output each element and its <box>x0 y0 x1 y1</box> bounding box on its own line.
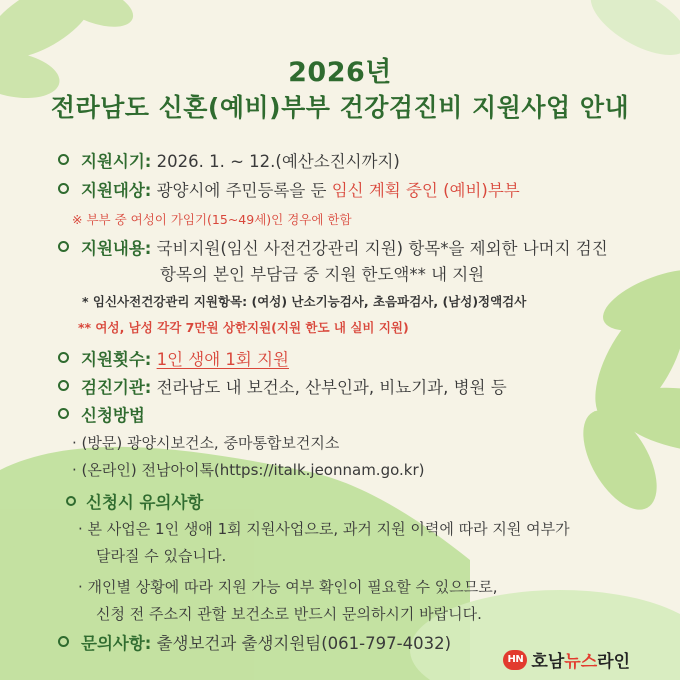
caution-item-2-line-2: 신청 전 주소지 관할 보건소로 반드시 문의하시기 바랍니다. <box>96 605 482 623</box>
caution-label: 신청시 유의사항 <box>86 493 204 512</box>
caution-row <box>66 489 203 513</box>
circle-bullet-icon <box>66 496 76 506</box>
target-value: 광양시에 주민등록을 둔 <box>156 181 332 200</box>
period-value: 2026. 1. ~ 12.(예산소진시까지) <box>156 152 400 171</box>
circle-bullet-icon <box>58 241 69 252</box>
content-row <box>58 235 608 259</box>
apply-item-visit: · (방문) 광양시보건소, 중마통합보건지소 <box>72 434 340 452</box>
apply-label: 신청방법 <box>81 406 145 425</box>
content-note-2: ** 여성, 남성 각각 7만원 상한지원(지원 한도 내 실비 지원) <box>78 320 409 335</box>
content-label: 지원내용: <box>81 239 152 258</box>
news-logo <box>503 647 630 672</box>
year-heading: 2026년 <box>288 57 392 88</box>
content-note-1-label: * 임신사전건강관리 지원항목: <box>82 294 248 309</box>
logo-text-1: 호남 <box>531 652 565 672</box>
content-note-1 <box>82 292 526 310</box>
contact-label: 문의사항: <box>81 634 152 653</box>
institution-row <box>58 374 507 398</box>
target-value-highlight: 임신 계획 중인 (예비)부부 <box>331 181 520 200</box>
period-label: 지원시기: <box>81 152 152 171</box>
circle-bullet-icon <box>58 380 69 391</box>
apply-item-online: · (온라인) 전남아이톡(https://italk.jeonnam.go.kr) <box>72 461 425 479</box>
caution-item-2-line-1: · 개인별 상황에 따라 지원 가능 여부 확인이 필요할 수 있으므로, <box>78 578 498 596</box>
target-note: ※ 부부 중 여성이 가임기(15~49세)인 경우에 한함 <box>72 212 352 227</box>
target-row <box>58 177 520 201</box>
caution-item-1-line-2: 달라질 수 있습니다. <box>96 547 227 565</box>
logo-text-3: 라인 <box>597 652 630 672</box>
contact-row <box>58 630 451 654</box>
apply-row <box>58 402 145 426</box>
circle-bullet-icon <box>58 636 69 647</box>
count-value: 1인 생애 1회 지원 <box>156 350 289 369</box>
circle-bullet-icon <box>58 352 69 363</box>
institution-value: 전라남도 내 보건소, 산부인과, 비뇨기과, 병원 등 <box>156 378 507 397</box>
hn-logo-icon: HN <box>503 650 527 670</box>
count-row <box>58 346 289 370</box>
content-note-1-value: (여성) 난소기능검사, 초음파검사, (남성)정액검사 <box>251 294 527 309</box>
circle-bullet-icon <box>58 183 69 194</box>
logo-text-2: 뉴스 <box>564 652 598 672</box>
content-line-1: 국비지원(임신 사전건강관리 지원) 항목*을 제외한 나머지 검진 <box>156 239 608 258</box>
count-label: 지원횟수: <box>81 350 152 369</box>
target-label: 지원대상: <box>81 181 152 200</box>
period-row <box>58 148 400 172</box>
circle-bullet-icon <box>58 154 69 165</box>
contact-value: 출생보건과 출생지원팀(061-797-4032) <box>156 634 452 653</box>
page-title: 전라남도 신혼(예비)부부 건강검진비 지원사업 안내 <box>50 93 630 122</box>
caution-item-1-line-1: · 본 사업은 1인 생애 1회 지원사업으로, 과거 지원 이력에 따라 지원 여부가 <box>78 520 570 538</box>
institution-label: 검진기관: <box>81 378 152 397</box>
circle-bullet-icon <box>58 408 69 419</box>
content-line-2: 항목의 본인 부담금 중 지원 한도액** 내 지원 <box>160 265 485 284</box>
